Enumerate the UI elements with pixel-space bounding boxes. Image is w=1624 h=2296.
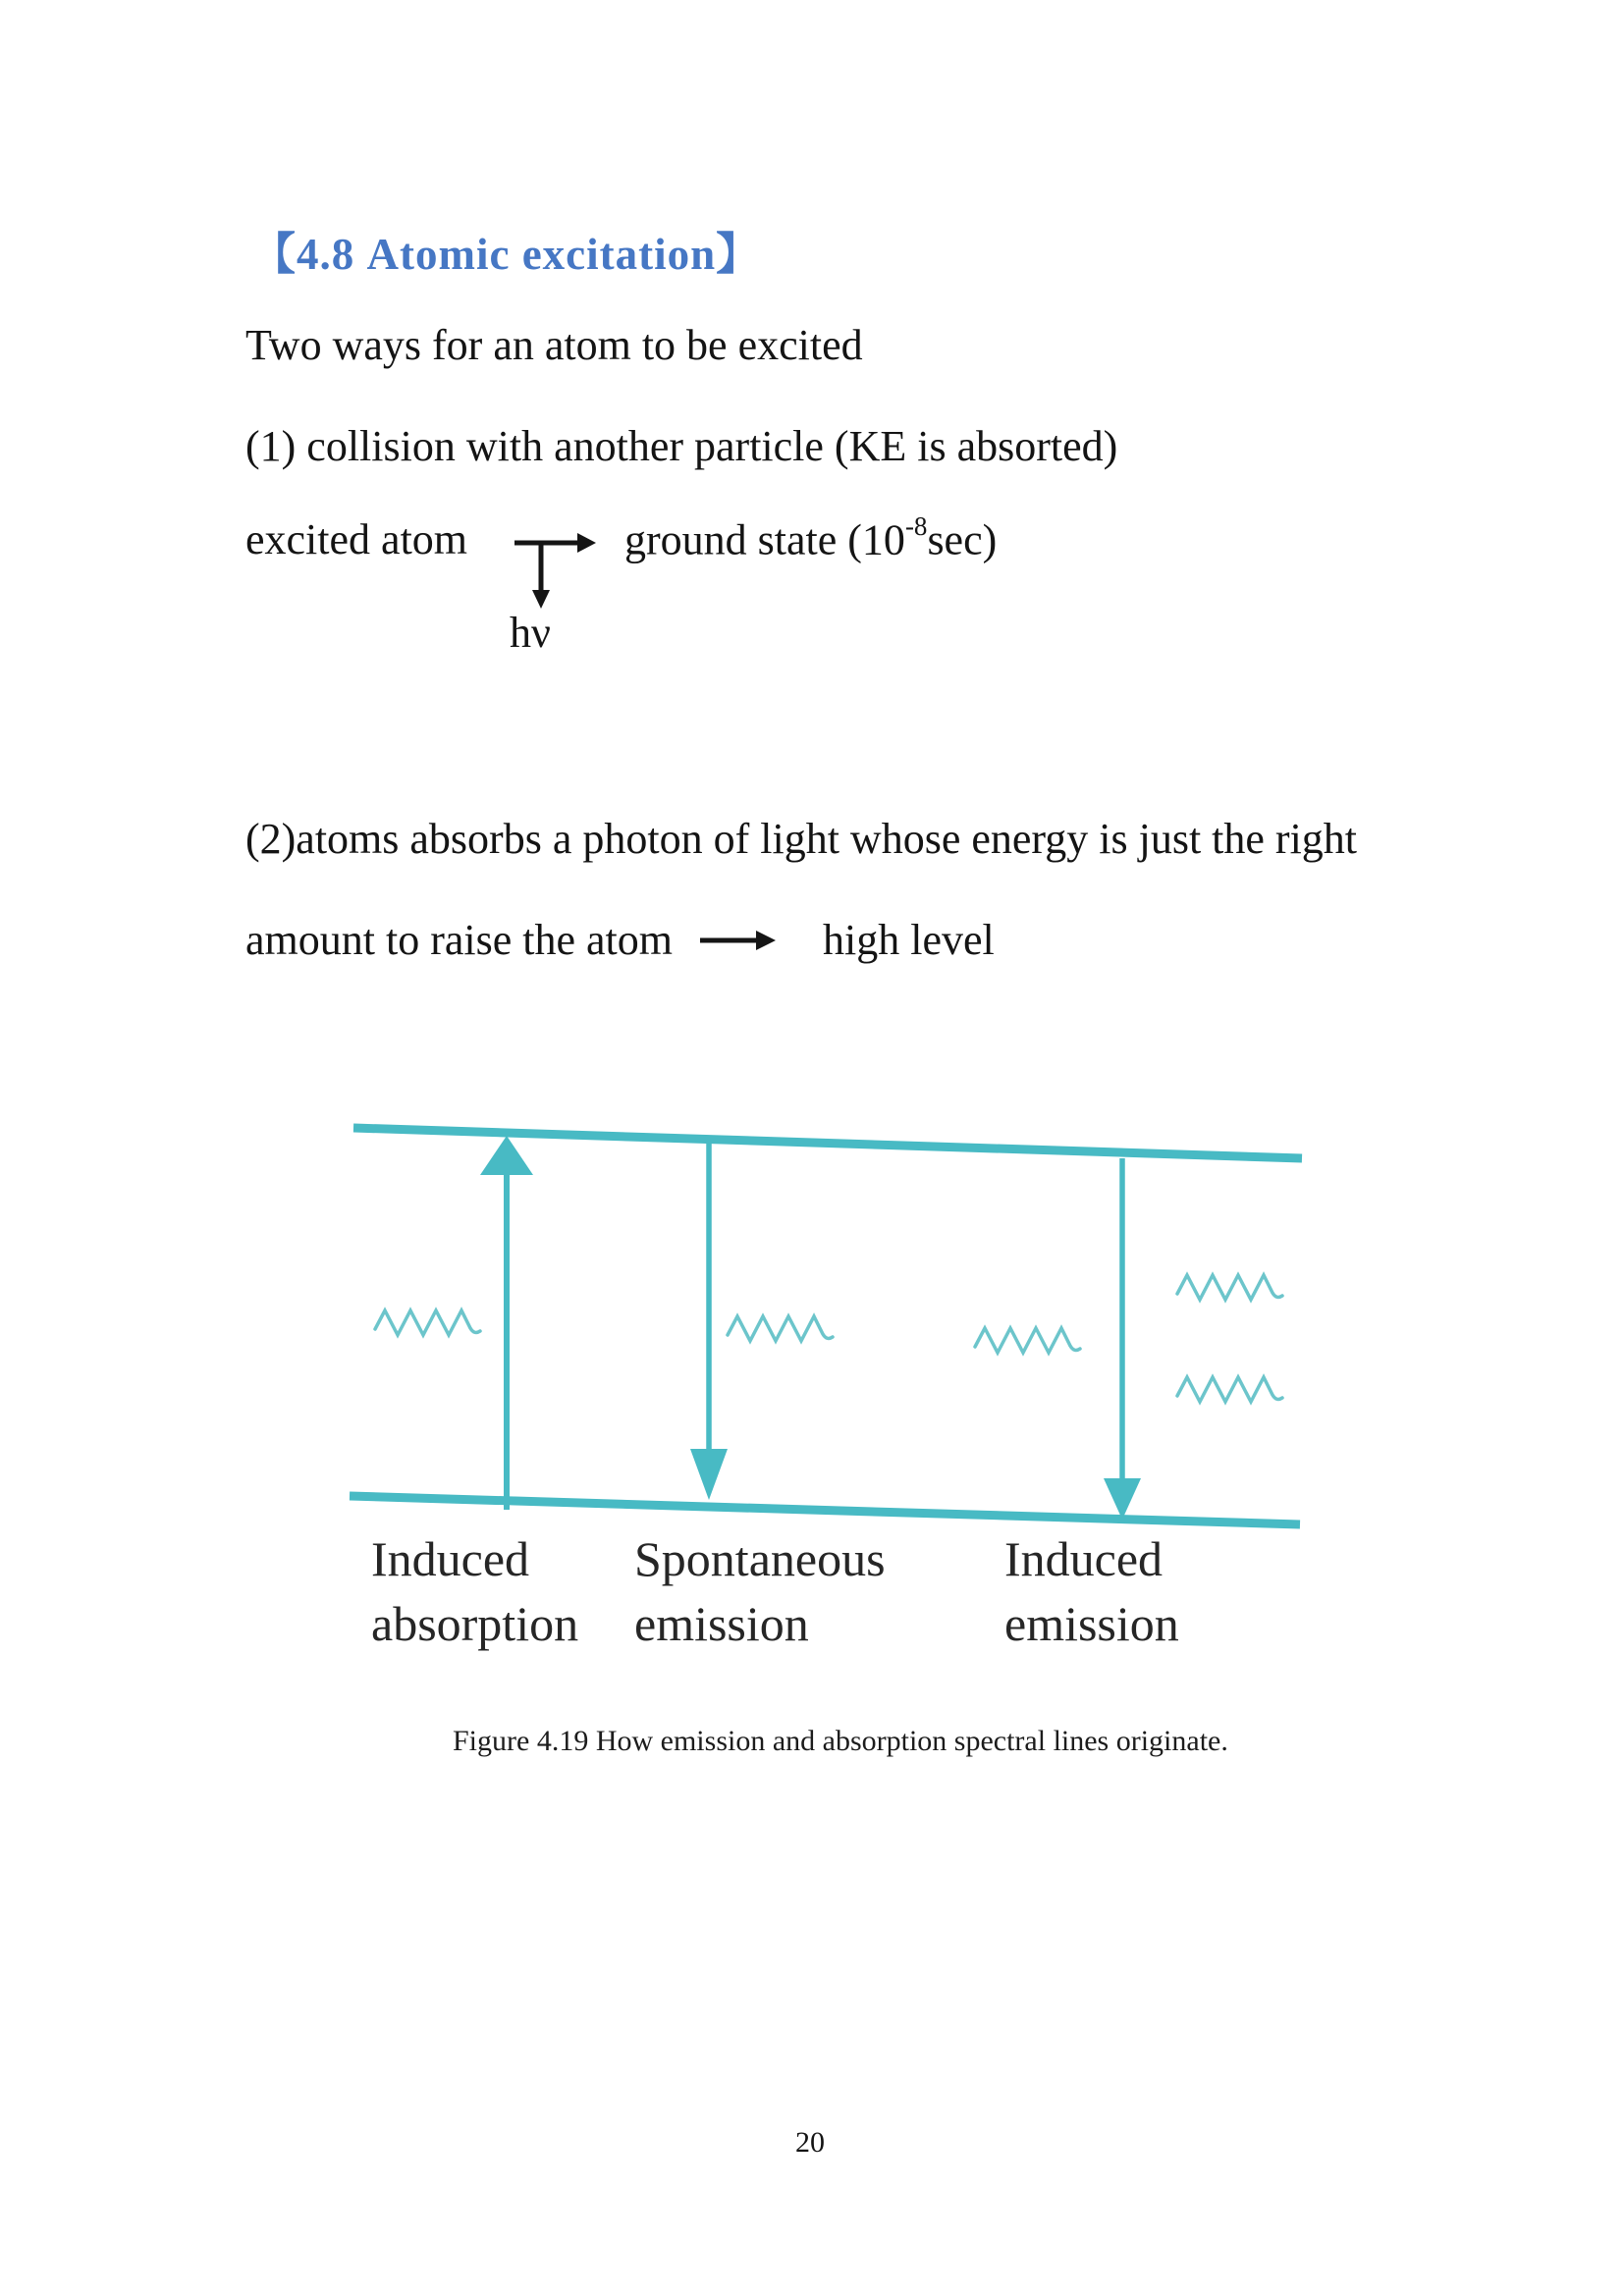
label-spontaneous-emission-line2: emission	[634, 1596, 809, 1651]
excited-atom-label: excited atom	[245, 515, 468, 563]
item2-line2-suffix: high level	[823, 916, 995, 964]
ground-state-label	[624, 511, 998, 565]
photon-wave-1	[375, 1310, 480, 1335]
ground-state-prefix: ground state (10	[624, 515, 905, 564]
decay-arrow-right-head	[577, 533, 596, 553]
decay-arrow-down-head	[532, 590, 550, 609]
lower-energy-level-line	[350, 1496, 1300, 1524]
label-induced-absorption-line1: Induced	[371, 1531, 530, 1586]
item1-line: (1) collision with another particle (KE is absorted)	[245, 422, 1118, 470]
label-induced-emission	[1004, 1526, 1179, 1656]
induced-absorption-up-arrow	[480, 1136, 533, 1510]
heading-bracket-right: 】	[716, 228, 762, 280]
ground-state-suffix: sec)	[927, 515, 998, 564]
item2-line2-prefix: amount to raise the atom	[245, 916, 673, 964]
figure-caption: Figure 4.19 How emission and absorption spectral lines originate.	[453, 1725, 1228, 1757]
decay-arrow	[514, 533, 596, 609]
spontaneous-emission-down-arrow	[690, 1143, 728, 1500]
label-induced-absorption-line2: absorption	[371, 1596, 579, 1651]
section-heading	[251, 218, 761, 282]
photon-wave-4	[1177, 1275, 1282, 1300]
item2-line1: (2)atoms absorbs a photon of light whose energy is just the right	[245, 815, 1358, 863]
photon-wave-3	[975, 1328, 1080, 1353]
ground-state-exponent: -8	[904, 511, 928, 541]
page-number: 20	[795, 2126, 825, 2159]
photon-wave-2	[728, 1316, 833, 1341]
label-induced-absorption	[371, 1526, 578, 1656]
label-induced-emission-line2: emission	[1004, 1596, 1179, 1651]
label-spontaneous-emission-line1: Spontaneous	[634, 1531, 886, 1586]
photon-wave-5	[1177, 1377, 1282, 1402]
label-induced-emission-line1: Induced	[1004, 1531, 1164, 1586]
upper-energy-level-line	[353, 1128, 1302, 1158]
induced-emission-down-arrow	[1104, 1158, 1141, 1520]
label-spontaneous-emission	[634, 1526, 886, 1656]
heading-bracket-left: 【	[251, 228, 298, 280]
heading-title: 4.8 Atomic excitation	[297, 230, 717, 279]
photon-hv-label: hν	[510, 609, 551, 657]
raise-arrow-icon	[700, 931, 776, 950]
intro-line: Two ways for an atom to be excited	[245, 321, 863, 369]
